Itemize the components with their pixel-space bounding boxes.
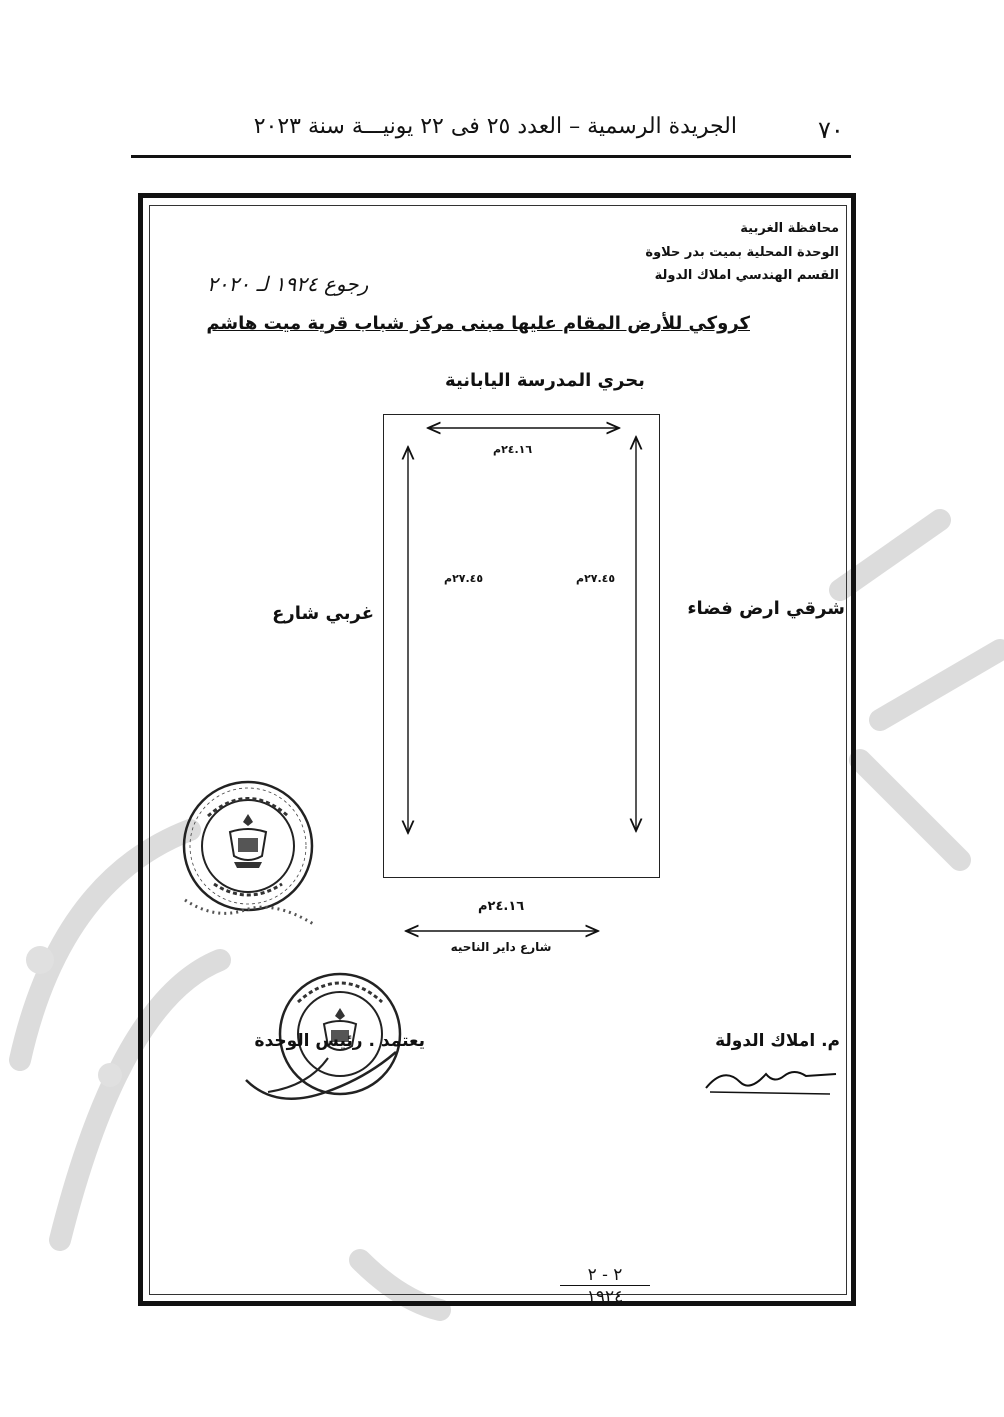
north-boundary-label: بحري المدرسة اليابانية: [445, 370, 645, 391]
handwritten-reference: رجوع ١٩٢٤ لـ ٢٠٢٠: [207, 272, 369, 296]
left-dimension-label: ٢٧.٤٥م: [444, 572, 484, 585]
footer-handwritten-note: [560, 1265, 650, 1308]
top-dimension-label: ٢٤.١٦م: [493, 443, 533, 456]
issuer-local-unit: الوحدة المحلية بميت بدر حلاوة: [645, 245, 839, 260]
unit-head-approval-label: يعتمد . رئيس الوحدة: [254, 1031, 425, 1051]
state-property-signature: [700, 1060, 840, 1100]
issuer-governorate: محافظة الغربية: [740, 221, 839, 236]
footer-note-top: ٢ - ٢: [560, 1265, 650, 1286]
running-head: الجريدة الرسمية – العدد ٢٥ فى ٢٢ يونيـــة سنة ٢٠٢٣: [253, 114, 737, 139]
right-dimension-label: ٢٧.٤٥م: [576, 572, 616, 585]
issuer-department: القسم الهندسي املاك الدولة: [654, 268, 839, 283]
document-title: كروكي للأرض المقام عليها مبنى مركز شباب قرية ميت هاشم: [206, 313, 750, 334]
footer-note-bottom: ١٩٢٤: [586, 1287, 624, 1307]
south-boundary-label: شارع داير الناحيه: [450, 940, 552, 954]
seal-smudge: [180, 880, 330, 940]
page-number: ٧٠: [818, 116, 844, 144]
east-boundary-label: شرقي ارض فضاء: [687, 598, 845, 619]
eagle-emblem-icon: [230, 814, 266, 868]
west-boundary-label: غربي شارع: [272, 603, 374, 624]
state-property-engineer-label: م. املاك الدولة: [715, 1031, 840, 1051]
bottom-dimension-label: ٢٤.١٦م: [478, 899, 525, 914]
